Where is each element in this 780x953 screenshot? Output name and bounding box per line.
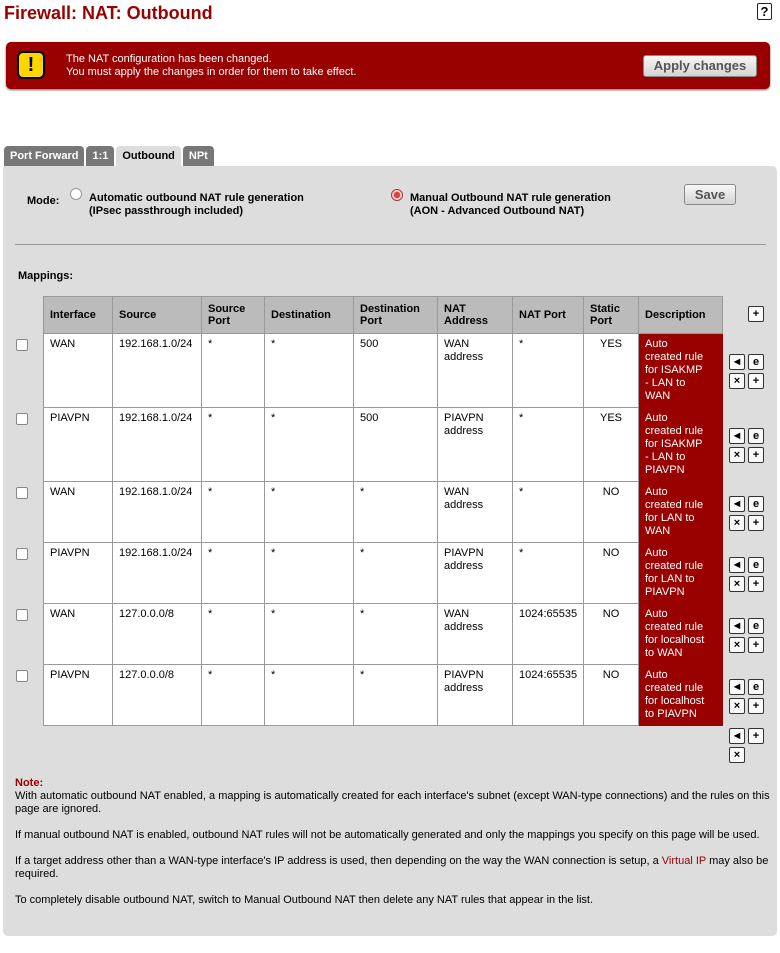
cell-interface: PIAVPN — [44, 408, 113, 482]
add-based-on-icon[interactable]: + — [748, 373, 764, 389]
table-row[interactable] — [44, 665, 723, 726]
delete-rule-icon[interactable]: × — [729, 373, 745, 389]
cell-source-port: * — [202, 334, 265, 408]
cell-source-port: * — [202, 604, 265, 665]
table-row[interactable] — [44, 604, 723, 665]
cell-source: 192.168.1.0/24 — [113, 334, 202, 408]
header-nat-port[interactable]: NAT Port — [513, 297, 584, 334]
cell-static-port: YES — [584, 408, 639, 482]
cell-source-port: * — [202, 408, 265, 482]
cell-interface: PIAVPN — [44, 543, 113, 604]
mappings-table-body — [44, 334, 723, 726]
header-interface[interactable]: Interface — [44, 297, 113, 334]
cell-nat-port: * — [513, 482, 584, 543]
cell-nat-address: WAN address — [438, 482, 513, 543]
delete-rule-icon[interactable]: × — [729, 515, 745, 531]
row-select-checkbox[interactable] — [16, 670, 28, 682]
header-source[interactable]: Source — [113, 297, 202, 334]
header-static-port[interactable]: Static Port — [584, 297, 639, 334]
cell-nat-port: 1024:65535 — [513, 604, 584, 665]
cell-destination-port: 500 — [354, 408, 438, 482]
delete-rule-icon[interactable]: × — [729, 698, 745, 714]
row-select-checkbox[interactable] — [16, 548, 28, 560]
cell-static-port: NO — [584, 665, 639, 726]
notes-section — [15, 777, 770, 920]
cell-interface: WAN — [44, 334, 113, 408]
cell-description: Auto created rule for ISAKMP - LAN to WAN — [639, 334, 723, 408]
config-changed-alert — [6, 42, 770, 89]
note-paragraph-4: To completely disable outbound NAT, switch to Manual Outbound NAT then delete any NAT rules that appear in the list. — [15, 894, 594, 906]
add-rule-bottom-icon[interactable]: + — [748, 728, 764, 744]
cell-destination: * — [265, 604, 354, 665]
cell-nat-address: PIAVPN address — [438, 665, 513, 726]
note-paragraph-1: With automatic outbound NAT enabled, a mapping is automatically created for each interface's subnet (except WAN-type connections) and the rules on this page are ignored. — [15, 790, 770, 815]
header-description[interactable]: Description — [639, 297, 723, 334]
row-select-checkbox[interactable] — [16, 609, 28, 621]
auto-mode-line-1: Automatic outbound NAT rule generation — [89, 192, 304, 204]
delete-rule-icon[interactable]: × — [729, 576, 745, 592]
table-row[interactable] — [44, 482, 723, 543]
edit-rule-icon[interactable]: e — [748, 679, 764, 695]
cell-destination-port: * — [354, 604, 438, 665]
cell-description: Auto created rule for localhost to PIAVPN — [639, 665, 723, 726]
cell-destination-port: * — [354, 665, 438, 726]
cell-nat-port: 1024:65535 — [513, 665, 584, 726]
cell-destination-port: * — [354, 543, 438, 604]
cell-destination: * — [265, 408, 354, 482]
cell-destination: * — [265, 665, 354, 726]
cell-interface: PIAVPN — [44, 665, 113, 726]
mappings-table — [43, 296, 723, 726]
cell-destination: * — [265, 543, 354, 604]
header-source-port[interactable]: Source Port — [202, 297, 265, 334]
table-row[interactable] — [44, 334, 723, 408]
cell-description: Auto created rule for localhost to WAN — [639, 604, 723, 665]
note-label: Note: — [15, 777, 44, 789]
table-row[interactable] — [44, 408, 723, 482]
edit-rule-icon[interactable]: e — [748, 557, 764, 573]
cell-destination: * — [265, 482, 354, 543]
edit-rule-icon[interactable]: e — [748, 496, 764, 512]
auto-mode-radio[interactable] — [70, 188, 82, 200]
header-destination-port[interactable]: Destination Port — [354, 297, 438, 334]
mappings-label: Mappings: — [18, 270, 73, 282]
cell-description: Auto created rule for LAN to WAN — [639, 482, 723, 543]
help-icon[interactable]: ? — [757, 3, 772, 20]
cell-source-port: * — [202, 665, 265, 726]
tab-port-forward[interactable]: Port Forward — [4, 146, 84, 167]
cell-nat-address: PIAVPN address — [438, 408, 513, 482]
page-title: Firewall: NAT: Outbound — [4, 3, 213, 23]
note-paragraph-2: If manual outbound NAT is enabled, outbound NAT rules will not be automatically generated and only the mappings you specify on this page will be used. — [15, 829, 760, 841]
move-rule-icon[interactable]: ◄ — [729, 618, 745, 634]
cell-source: 127.0.0.0/8 — [113, 604, 202, 665]
move-rule-icon[interactable]: ◄ — [729, 496, 745, 512]
edit-rule-icon[interactable]: e — [748, 354, 764, 370]
move-rule-icon[interactable]: ◄ — [729, 679, 745, 695]
save-button[interactable]: Save — [684, 184, 736, 205]
edit-rule-icon[interactable]: e — [748, 618, 764, 634]
alert-message — [66, 53, 356, 79]
alert-line-1: The NAT configuration has been changed. — [66, 53, 272, 65]
auto-mode-line-2: (IPsec passthrough included) — [89, 205, 244, 217]
header-destination[interactable]: Destination — [265, 297, 354, 334]
cell-nat-port: * — [513, 334, 584, 408]
table-row[interactable] — [44, 543, 723, 604]
move-rule-icon[interactable]: ◄ — [729, 557, 745, 573]
divider — [15, 244, 766, 245]
cell-nat-port: * — [513, 543, 584, 604]
cell-destination: * — [265, 334, 354, 408]
cell-source: 192.168.1.0/24 — [113, 543, 202, 604]
row-select-checkbox[interactable] — [16, 413, 28, 425]
row-select-checkbox[interactable] — [16, 487, 28, 499]
cell-description: Auto created rule for LAN to PIAVPN — [639, 543, 723, 604]
alert-line-2: You must apply the changes in order for them to take effect. — [66, 66, 357, 78]
cell-source: 192.168.1.0/24 — [113, 482, 202, 543]
manual-mode-line-1: Manual Outbound NAT rule generation — [410, 192, 611, 204]
tab-outbound[interactable]: Outbound — [116, 146, 181, 167]
cell-interface: WAN — [44, 604, 113, 665]
nat-tabs — [4, 146, 216, 167]
cell-static-port: YES — [584, 334, 639, 408]
mode-label: Mode: — [27, 195, 60, 207]
row-select-checkbox[interactable] — [16, 339, 28, 351]
virtual-ip-link[interactable]: Virtual IP — [661, 855, 707, 867]
cell-source-port: * — [202, 543, 265, 604]
manual-mode-line-2: (AON - Advanced Outbound NAT) — [410, 205, 585, 217]
add-based-on-icon[interactable]: + — [748, 515, 764, 531]
cell-static-port: NO — [584, 604, 639, 665]
apply-changes-button[interactable]: Apply changes — [643, 55, 757, 77]
cell-static-port: NO — [584, 482, 639, 543]
add-rule-top-icon[interactable]: + — [748, 306, 764, 322]
outbound-panel — [3, 166, 777, 936]
cell-nat-port: * — [513, 408, 584, 482]
table-header-row — [44, 297, 723, 334]
cell-interface: WAN — [44, 482, 113, 543]
cell-source: 192.168.1.0/24 — [113, 408, 202, 482]
cell-nat-address: WAN address — [438, 604, 513, 665]
add-based-on-icon[interactable]: + — [748, 576, 764, 592]
manual-mode-label — [410, 192, 611, 218]
add-based-on-icon[interactable]: + — [748, 637, 764, 653]
delete-rule-icon[interactable]: × — [729, 447, 745, 463]
move-rule-icon[interactable]: ◄ — [729, 428, 745, 444]
auto-mode-label — [89, 192, 304, 218]
cell-destination-port: 500 — [354, 334, 438, 408]
move-rule-icon[interactable]: ◄ — [729, 354, 745, 370]
edit-rule-icon[interactable]: e — [748, 428, 764, 444]
cell-static-port: NO — [584, 543, 639, 604]
tab-npt[interactable]: NPt — [183, 146, 214, 167]
cell-destination-port: * — [354, 482, 438, 543]
cell-nat-address: PIAVPN address — [438, 543, 513, 604]
cell-nat-address: WAN address — [438, 334, 513, 408]
tab-one-to-one[interactable]: 1:1 — [86, 146, 114, 167]
manual-mode-radio[interactable] — [391, 189, 403, 201]
cell-description: Auto created rule for ISAKMP - LAN to PIAVPN — [639, 408, 723, 482]
add-based-on-icon[interactable]: + — [748, 447, 764, 463]
header-nat-address[interactable]: NAT Address — [438, 297, 513, 334]
note-paragraph-3: If a target address other than a WAN-type interface's IP address is used, then depending on the way the WAN connection is setup, a Virtual IP may also be required. — [15, 855, 769, 880]
move-selected-icon[interactable]: ◄ — [729, 728, 745, 744]
cell-source-port: * — [202, 482, 265, 543]
delete-selected-icon[interactable]: × — [729, 747, 745, 763]
warning-icon: ! — [17, 51, 45, 79]
cell-source: 127.0.0.0/8 — [113, 665, 202, 726]
add-based-on-icon[interactable]: + — [748, 698, 764, 714]
delete-rule-icon[interactable]: × — [729, 637, 745, 653]
